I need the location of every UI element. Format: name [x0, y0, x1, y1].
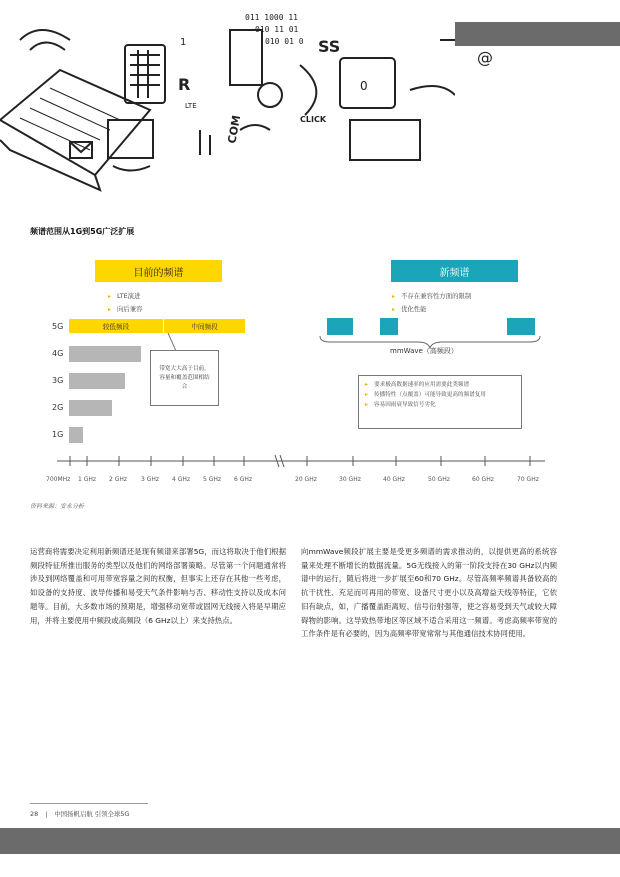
figure-source: 资料来源：安永分析: [30, 503, 85, 510]
bar-2g: [69, 400, 112, 416]
svg-text:0: 0: [360, 79, 368, 93]
bullet-item: ▸ 容易因雨衰导致信号劣化: [365, 400, 515, 410]
gen-label-1g: 1G: [52, 430, 64, 439]
header-band: [455, 22, 620, 46]
new-spectrum-box: 新频谱: [391, 260, 518, 282]
ss-doodle-label: SS: [318, 37, 341, 56]
mmwave-block-1: [327, 318, 353, 335]
gen-label-2g: 2G: [52, 403, 64, 412]
bullet-item: ▸ LTE演进: [108, 290, 143, 303]
new-spectrum-bullets: [392, 290, 471, 316]
bullet-item: ▸ 要求极高数据速率的应用需要此类频谱: [365, 380, 515, 390]
mmwave-block-2: [380, 318, 398, 335]
body-paragraph-left: 运营商将需要决定利用新频谱还是现有频谱来部署5G，而这将取决于他们根据频段特征所推出服务的类型以及他们的网络部署策略。尽管第一个问题通常将涉及到网络覆盖和可用带宽容量之间的权衡，但事实上还存在其他一些考虑，如设备的支持度、波导传播和易受天气条件影响与否、移动性支持以及成本问题等。目前，大多数市场的预期是，增强移动宽带或固网无线接入将是早期应用，并将主要使用中频段或高频段（6 GHz以上）来支持热点。: [30, 547, 286, 625]
axis-tick-label: 30 GHz: [339, 476, 361, 483]
mid-band-callout: 带宽大大高于目前，容量和覆盖范围相结合: [150, 350, 219, 406]
bullet-item: ▸ 优化性能: [392, 303, 471, 316]
at-sign-icon: [474, 46, 496, 68]
current-spectrum-bullets: [108, 290, 143, 316]
mmwave-block-3: [507, 318, 535, 335]
bullet-item: ▸ 传播特性（点覆盖）可能导致更高的频谱复用: [365, 390, 515, 400]
page-number: 28: [30, 810, 39, 818]
bullet-item: ▸ 向后兼容: [108, 303, 143, 316]
body-paragraph-right: 向mmWave频段扩展主要是受更多频谱的需求推动的，以提供更高的系统容量来处理不断增长的数据流量。5G无线接入的第一阶段支持在30 GHz以内频谱中的运行，随后将进一步扩展至60和70 GHz。尽管高频率频谱具备较高的抗干扰性、充足而可再用的带宽、设备尺寸更小以及高增益天线等特征，它依旧有缺点，如，广播覆盖距离短、信号衍射强等，使之容易受到天气或较大障碍物的影响。这导致热带地区等区域不适合采用这一频谱。考虑高频率带宽的工作条件是有必要的，因为高频率带宽常常与其他通信技术协同使用。: [301, 547, 557, 639]
frequency-axis: [57, 452, 547, 472]
footer-band: [0, 828, 620, 854]
click-doodle-label: CLICK: [300, 115, 327, 124]
svg-text:010 11 01: 010 11 01: [255, 25, 299, 34]
footer-separator: |: [45, 810, 48, 818]
mid-band-bar: 中间频段: [164, 319, 245, 333]
lte-doodle-label: LTE: [185, 102, 197, 110]
svg-text:010 01 0: 010 01 0: [265, 37, 304, 46]
axis-tick-label: 700MHz: [46, 476, 71, 483]
axis-tick-label: 40 GHz: [383, 476, 405, 483]
axis-tick-label: 70 GHz: [517, 476, 539, 483]
r-doodle-label: R: [178, 75, 191, 94]
bar-3g: [69, 373, 125, 389]
tech-doodle-illustration: [0, 0, 455, 205]
axis-tick-label: 4 GHz: [172, 476, 191, 483]
svg-text:011 1000 11: 011 1000 11: [245, 13, 298, 22]
svg-text:@: @: [477, 48, 493, 67]
mmwave-callout: [358, 375, 522, 429]
axis-tick-label: 6 GHz: [234, 476, 253, 483]
axis-tick-label: 20 GHz: [295, 476, 317, 483]
bar-1g: [69, 427, 83, 443]
bar-4g: [69, 346, 141, 362]
current-spectrum-box: 目前的频谱: [95, 260, 222, 282]
axis-tick-label: 60 GHz: [472, 476, 494, 483]
bullet-item: ▸ 不存在兼容性方面的限制: [392, 290, 471, 303]
one-doodle-label: 1: [180, 37, 187, 48]
axis-tick-label: 50 GHz: [428, 476, 450, 483]
page-footer: [30, 809, 129, 818]
axis-tick-label: 2 GHz: [109, 476, 128, 483]
gen-label-3g: 3G: [52, 376, 64, 385]
footer-divider: [30, 803, 148, 804]
gen-label-5g: 5G: [52, 322, 64, 331]
gen-label-4g: 4G: [52, 349, 64, 358]
low-band-bar: 较低频段: [69, 319, 163, 333]
com-doodle-label: COM: [225, 114, 244, 145]
axis-tick-label: 5 GHz: [203, 476, 222, 483]
axis-tick-label: 3 GHz: [141, 476, 160, 483]
footer-title: 中国扬帆启航 引领全球5G: [54, 810, 130, 818]
mmwave-label: mmWave（高频段）: [390, 347, 458, 355]
axis-tick-label: 1 GHz: [78, 476, 97, 483]
section-title: 频谱范围从1G到5G广泛扩展: [30, 227, 135, 236]
